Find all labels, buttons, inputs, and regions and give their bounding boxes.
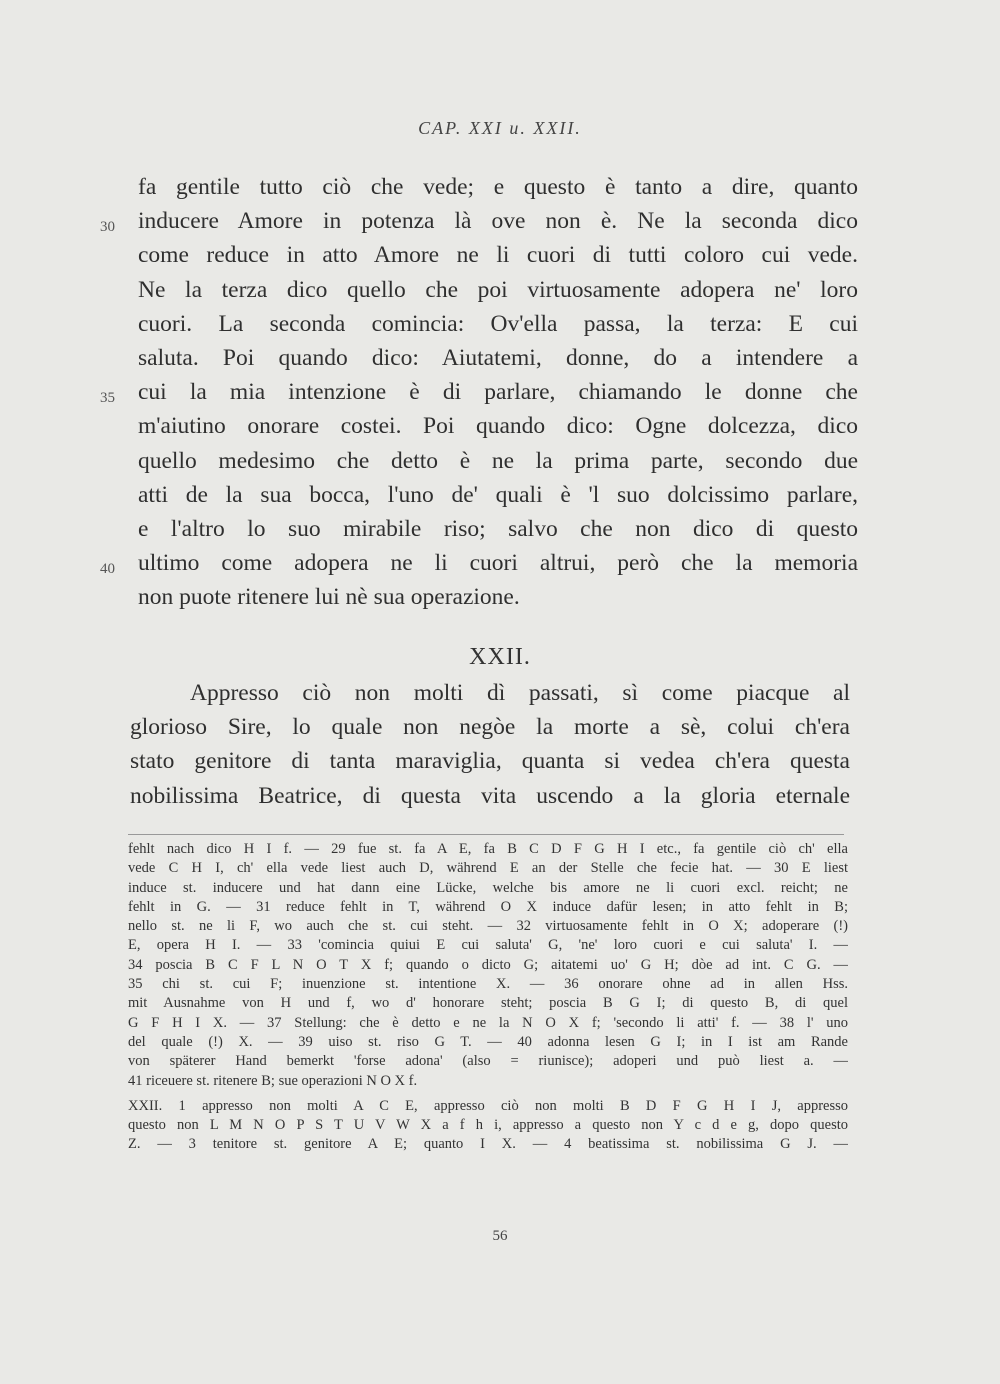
line-text: cui la mia intenzione è di parlare, chiamando le donne che: [138, 379, 858, 406]
line-text: saluta. Poi quando dico: Aiutatemi, donne, do a intendere a: [138, 344, 858, 371]
line-text: e l'altro lo suo mirabile riso; salvo che non dico di questo: [138, 515, 858, 542]
footnote-line: 34 poscia B C F L N O T X f; quando o dicto G; aitatemi uo' G H; dòe ad int. C G. —: [128, 956, 848, 973]
footnote-line: von späterer Hand bemerkt 'forse adona' (also = riunisce); adoperi und può liest a. —: [128, 1053, 848, 1070]
main-text-block: [100, 170, 858, 614]
line-number: 35: [100, 390, 115, 407]
line-text: ultimo come adopera ne li cuori altrui, però che la memoria: [138, 550, 858, 577]
text-line: [100, 375, 858, 409]
section-line: nobilissima Beatrice, di questa vita uscendo a la gloria eternale: [130, 782, 850, 809]
line-number: 40: [100, 561, 115, 578]
footnote-line: vede C H I, ch' ella vede liest auch D, während E an der Stelle che fecie hat. — 30 E liest: [128, 860, 848, 877]
line-text: m'aiutino onorare costei. Poi quando dico: Ogne dolcezza, dico: [138, 413, 858, 440]
footnote-line: G F H I X. — 37 Stellung: che è detto e ne la N O X f; 'secondo li atti' f. — 38 l' uno: [128, 1014, 848, 1031]
footnote-line: 35 chi st. cui F; inuenzione st. intentione X. — 36 onorare ohne ad in allen Hss.: [128, 976, 848, 993]
section-line: stato genitore di tanta maraviglia, quanta si vedea ch'era questa: [130, 748, 850, 775]
text-line: [100, 204, 858, 238]
footnote-line: 41 riceuere st. ritenere B; sue operazioni N O X f.: [128, 1072, 418, 1089]
footnote-line: E, opera H I. — 33 'comincia quiui E cui saluta' G, 'ne' loro cuori e cui saluta' I. —: [128, 937, 848, 954]
text-line: [138, 580, 858, 614]
text-line: [138, 273, 858, 307]
footnote-line: fehlt nach dico H I f. — 29 fue st. fa A E, fa B C D F G H I etc., fa gentile ciò ch' ella: [128, 841, 848, 857]
section-title: XXII.: [469, 644, 531, 670]
section-line: Appresso ciò non molti dì passati, sì come piacque al: [190, 680, 850, 706]
section-text-block: [130, 676, 850, 813]
line-text: come reduce in atto Amore ne li cuori di tutti coloro cui vede.: [138, 242, 858, 269]
line-text: non puote ritenere lui nè sua operazione.: [138, 584, 520, 611]
text-line: [138, 444, 858, 478]
line-number: 30: [100, 219, 115, 236]
line-text: cuori. La seconda comincia: Ov'ella passa, la terza: E cui: [138, 310, 858, 337]
footnotes: [128, 840, 848, 1155]
footnote-line: XXII. 1 appresso non molti A C E, appresso ciò non molti B D F G H I J, appresso: [128, 1097, 848, 1114]
text-line: [138, 409, 858, 443]
footnote-line: induce st. inducere und hat dann eine Lücke, welche bis amore ne li cuori excl. reicht; ne: [128, 879, 848, 896]
line-text: Ne la terza dico quello che poi virtuosamente adopera ne' loro: [138, 276, 858, 303]
line-text: quello medesimo che detto è ne la prima parte, secondo due: [138, 447, 858, 474]
footnote-line: nello st. ne li F, wo auch che st. cui steht. — 32 virtuosamente fehlt in O X; adoperare (!): [128, 918, 848, 935]
text-line: [138, 478, 858, 512]
footnote-line: del quale (!) X. — 39 uiso st. riso G T. — 40 adonna lesen G I; in I ist am Rande: [128, 1033, 848, 1050]
line-text: inducere Amore in potenza là ove non è. Ne la seconda dico: [138, 208, 858, 235]
footnote-line: questo non L M N O P S T U V W X a f h i, appresso a questo non Y c d e g, dopo questo: [128, 1117, 848, 1134]
line-text: atti de la sua bocca, l'uno de' quali è 'l suo dolcissimo parlare,: [138, 481, 858, 508]
line-text: fa gentile tutto ciò che vede; e questo è tanto a dire, quanto: [138, 174, 858, 200]
running-header: CAP. XXI u. XXII.: [418, 118, 582, 138]
text-line: [138, 170, 858, 204]
page-number: 56: [492, 1228, 508, 1244]
footnote-rule: [128, 834, 844, 835]
text-line: [138, 238, 858, 272]
text-line: [138, 307, 858, 341]
section-line: glorioso Sire, lo quale non negòe la morte a sè, colui ch'era: [130, 714, 850, 741]
text-line: [100, 546, 858, 580]
footnote-line: mit Ausnahme von H und f, wo d' honorare steht; poscia B G I; di questo B, di quel: [128, 995, 848, 1012]
footnote-line: Z. — 3 tenitore st. genitore A E; quanto I X. — 4 beatissima st. nobilissima G J. —: [128, 1136, 848, 1153]
text-line: [138, 512, 858, 546]
footnote-line: fehlt in G. — 31 reduce fehlt in T, während O X induce dafür lesen; in atto fehlt in B;: [128, 898, 848, 915]
text-line: [138, 341, 858, 375]
